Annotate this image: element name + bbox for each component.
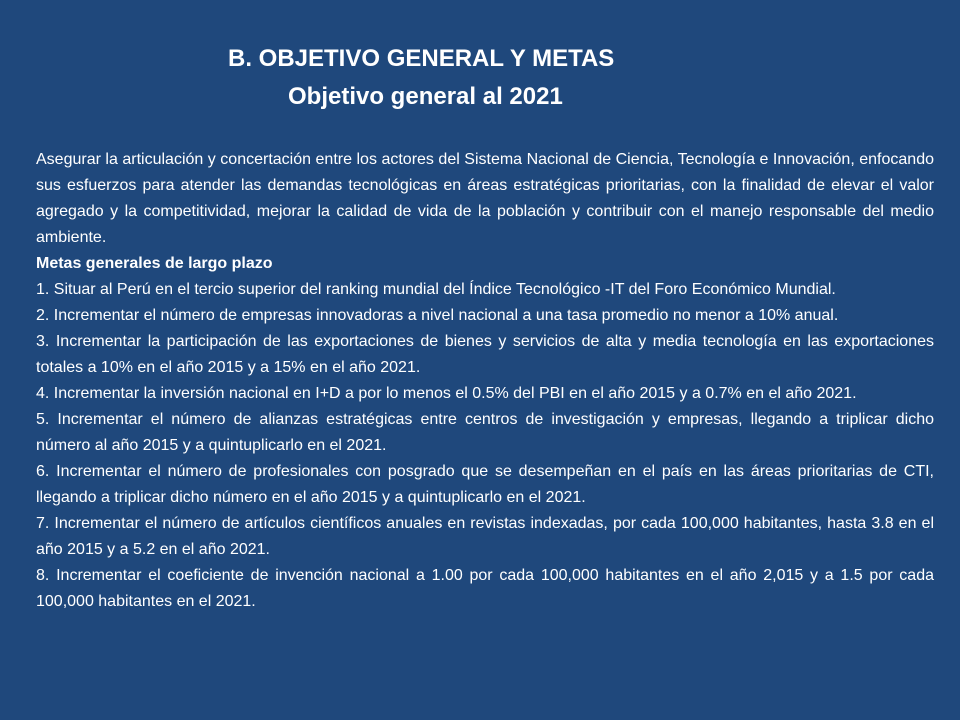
goal-item: 7. Incrementar el número de artículos científicos anuales en revistas indexadas, por cada 100,000 habitantes, hasta 3.8 en el año 2015 y a 5.2 en el año 2021. xyxy=(36,515,934,558)
goal-item: 4. Incrementar la inversión nacional en I+D a por lo menos el 0.5% del PBI en el año 2015 y a 0.7% en el año 2021. xyxy=(36,385,857,402)
goal-item: 5. Incrementar el número de alianzas estratégicas entre centros de investigación y empresas, llegando a triplicar dicho número al año 2015 y a quintuplicarlo en el 2021. xyxy=(36,411,934,454)
slide-title: B. OBJETIVO GENERAL Y METAS xyxy=(228,45,615,72)
goal-item: 8. Incrementar el coeficiente de invención nacional a 1.00 por cada 100,000 habitantes en el año 2,015 y a 1.5 por cada 100,000 habitantes en el 2021. xyxy=(36,567,934,610)
slide-body xyxy=(36,147,934,615)
goal-item: 3. Incrementar la participación de las exportaciones de bienes y servicios de alta y media tecnología en las exportaciones totales a 10% en el año 2015 y a 15% en el año 2021. xyxy=(36,333,934,376)
goal-item: 6. Incrementar el número de profesionales con posgrado que se desempeñan en el país en las áreas prioritarias de CTI, llegando a triplicar dicho número en el año 2015 y a quintuplicarlo en el 2021. xyxy=(36,463,934,506)
objective-paragraph: Asegurar la articulación y concertación entre los actores del Sistema Nacional de Ciencia, Tecnología e Innovación, enfocando sus esfuerzos para atender las demandas tecnológicas en áreas estratégicas prioritarias, con la finalidad de elevar el valor agregado y la competitividad, mejorar la calidad de vida de la población y contribuir con el manejo responsable del medio ambiente. xyxy=(36,151,934,246)
goals-heading: Metas generales de largo plazo xyxy=(36,255,273,272)
slide-subtitle: Objetivo general al 2021 xyxy=(288,83,563,110)
goal-item: 2. Incrementar el número de empresas innovadoras a nivel nacional a una tasa promedio no menor a 10% anual. xyxy=(36,307,839,324)
goal-item: 1. Situar al Perú en el tercio superior del ranking mundial del Índice Tecnológico -IT del Foro Económico Mundial. xyxy=(36,281,836,298)
